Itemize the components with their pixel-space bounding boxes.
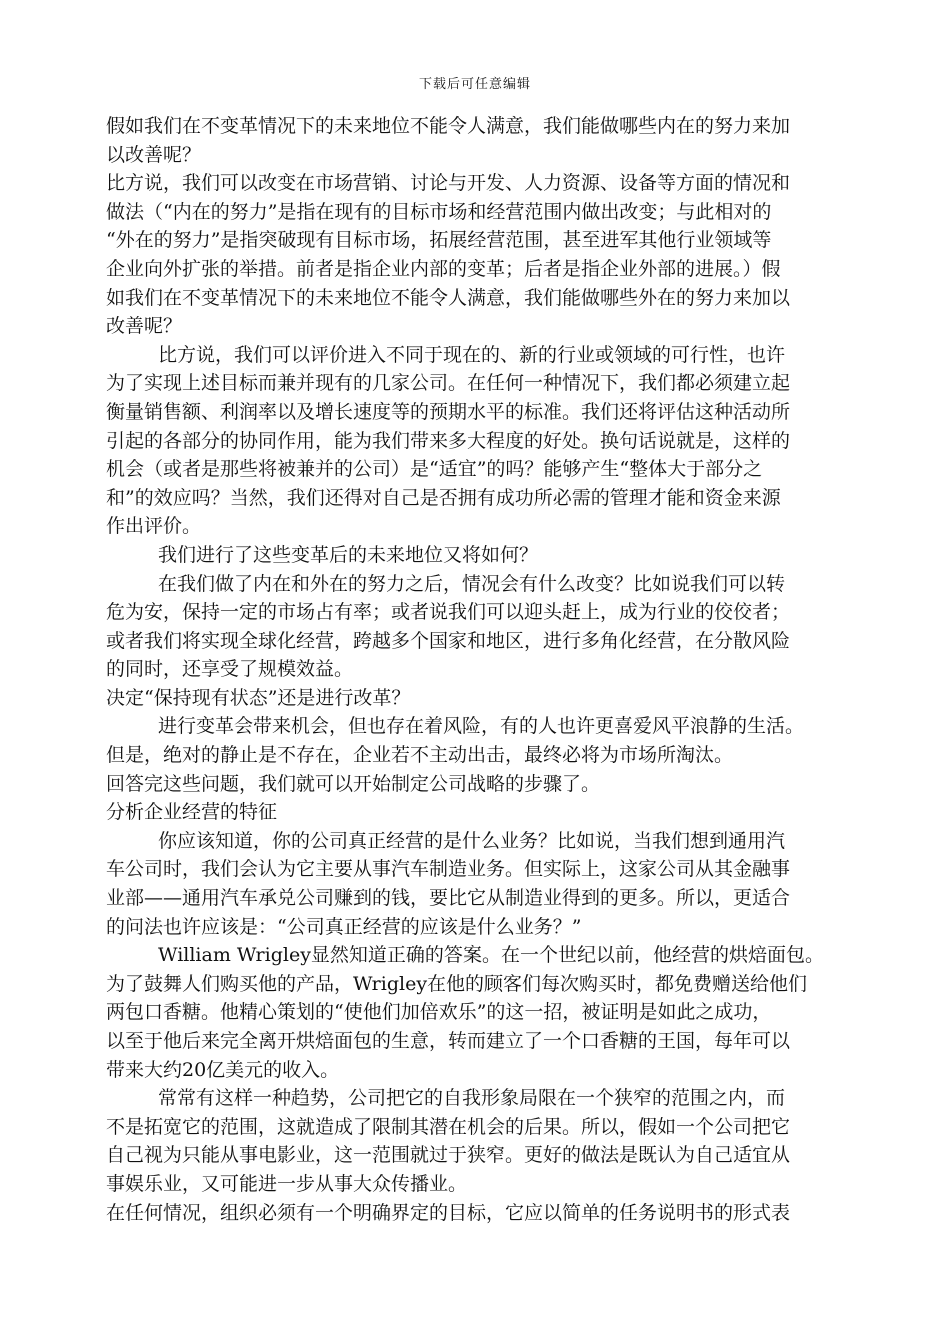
text-line: 危为安，保持一定的市场占有率；或者说我们可以迎头赶上，成为行业的佼佼者； — [106, 601, 791, 624]
text-line: 我们进行了这些变革后的未来地位又将如何？ — [158, 543, 539, 566]
text-line: 但是，绝对的静止是不存在，企业若不主动出击，最终必将为市场所淘汰。 — [106, 744, 734, 767]
text-line: 常常有这样一种趋势，公司把它的自我形象局限在一个狭窄的范围之内，而 — [158, 1087, 786, 1110]
section-heading: 决定“保持现有状态”还是进行改革？ — [106, 686, 411, 709]
text-line: 改善呢？ — [106, 315, 183, 338]
text-line: 作出评价。 — [106, 515, 202, 538]
text-line: 业部——通用汽车承兑公司赚到的钱，要比它从制造业得到的更多。所以，更适合 — [106, 887, 791, 910]
text-line: 企业向外扩张的举措。前者是指企业内部的变革；后者是指企业外部的进展。）假 — [106, 257, 781, 280]
text-line: 和”的效应吗？当然，我们还得对自己是否拥有成功所必需的管理才能和资金来源 — [106, 486, 781, 509]
page-header: 下载后可任意编辑 — [418, 77, 531, 92]
text-line: “外在的努力”是指突破现有目标市场，拓展经营范围，甚至进军其他行业领域等 — [106, 229, 772, 252]
text-line: 以改善呢？ — [106, 143, 202, 166]
text-line: 比方说，我们可以评价进入不同于现在的、新的行业或领域的可行性，也许 — [158, 343, 786, 366]
text-line: William Wrigley显然知道正确的答案。在一个世纪以前，他经营的烘焙面包。 — [158, 944, 824, 967]
text-line: 你应该知道，你的公司真正经营的是什么业务？比如说，当我们想到通用汽 — [158, 829, 786, 852]
text-line: 两包口香糖。他精心策划的“使他们加倍欢乐”的这一招，被证明是如此之成功， — [106, 1001, 772, 1024]
text-line: 假如我们在不变革情况下的未来地位不能令人满意，我们能做哪些内在的努力来加 — [106, 115, 791, 137]
text-line: 的同时，还享受了规模效益。 — [106, 658, 354, 681]
text-line: 回答完这些问题，我们就可以开始制定公司战略的步骤了。 — [106, 772, 601, 795]
text-line: 自己视为只能从事电影业，这一范围就过于狭窄。更好的做法是既认为自己适宜从 — [106, 1144, 791, 1167]
text-line: 为了鼓舞人们购买他的产品，Wrigley在他的顾客们每次购买时，都免费赠送给他们 — [106, 972, 808, 995]
text-line: 机会（或者是那些将被兼并的公司）是“适宜”的吗？能够产生“整体大于部分之 — [106, 458, 763, 481]
text-line: 进行变革会带来机会，但也存在着风险，有的人也许更喜爱风平浪静的生活。 — [158, 715, 805, 738]
text-line: 的问法也许应该是：“公司真正经营的应该是什么业务？” — [106, 915, 582, 938]
text-line: 为了实现上述目标而兼并现有的几家公司。在任何一种情况下，我们都必须建立起 — [106, 372, 791, 395]
text-line: 以至于他后来完全离开烘焙面包的生意，转而建立了一个口香糖的王国，每年可以 — [106, 1030, 791, 1052]
text-line: 引起的各部分的协同作用，能为我们带来多大程度的好处。换句话说就是，这样的 — [106, 429, 791, 452]
text-line: 做法（“内在的努力”是指在现有的目标市场和经营范围内做出改变；与此相对的 — [106, 200, 772, 223]
text-line: 不是拓宽它的范围，这就造成了限制其潜在机会的后果。所以，假如一个公司把它 — [106, 1115, 791, 1138]
text-line: 带来大约20亿美元的收入。 — [106, 1058, 340, 1081]
text-line: 在任何情况，组织必须有一个明确界定的目标，它应以简单的任务说明书的形式表 — [106, 1201, 791, 1224]
section-heading: 分析企业经营的特征 — [106, 801, 278, 824]
text-line: 如我们在不变革情况下的未来地位不能令人满意，我们能做哪些外在的努力来加以 — [106, 286, 791, 309]
text-line: 事娱乐业，又可能进一步从事大众传播业。 — [106, 1172, 468, 1195]
text-line: 在我们做了内在和外在的努力之后，情况会有什么改变？比如说我们可以转 — [158, 572, 786, 595]
text-line: 衡量销售额、利润率以及增长速度等的预期水平的标准。我们还将评估这种活动所 — [106, 400, 791, 423]
text-line: 比方说，我们可以改变在市场营销、讨论与开发、人力资源、设备等方面的情况和 — [106, 172, 791, 195]
document-body — [106, 112, 866, 1227]
text-line: 车公司时，我们会认为它主要从事汽车制造业务。但实际上，这家公司从其金融事 — [106, 858, 791, 881]
text-line: 或者我们将实现全球化经营，跨越多个国家和地区，进行多角化经营，在分散风险 — [106, 629, 791, 652]
